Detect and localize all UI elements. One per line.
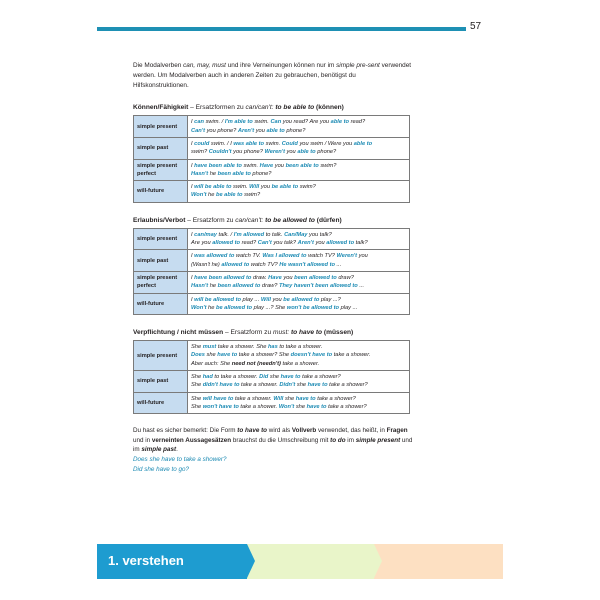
example-keyword: Can: [270, 119, 282, 126]
example-text: swim.: [231, 184, 250, 191]
example-text: talk. /: [216, 231, 234, 238]
example-text: you read?: [281, 119, 310, 126]
example-keyword: be allowed to: [283, 296, 320, 303]
example-text: you: [254, 127, 267, 134]
section-heading-part: – Ersatzform zu: [185, 216, 236, 224]
header-rule: [97, 27, 466, 31]
example-line: [191, 343, 406, 351]
example-text: talk?: [354, 240, 368, 247]
example-line: [191, 373, 406, 381]
footer-arrow: [374, 544, 382, 578]
example-keyword: will be able to: [194, 184, 232, 191]
example-keyword: have been able to: [194, 162, 242, 169]
example-text: ...: [334, 261, 342, 268]
example-text: swim. /: [203, 119, 225, 126]
example-line: [191, 231, 406, 239]
example-line: [191, 403, 406, 411]
footer-segment-2: [247, 544, 374, 579]
example-keyword: will have to: [202, 395, 234, 402]
example-keyword: able to: [297, 149, 316, 156]
example-text: (Wasn't he): [191, 261, 222, 268]
example-keyword: allowed to: [212, 240, 241, 247]
example-text: Were: [327, 140, 342, 147]
example-text: you phone?: [231, 149, 265, 156]
example-text: phone?: [250, 170, 272, 177]
example-text: take a shower.: [239, 382, 280, 389]
example-text: swim.: [241, 162, 260, 169]
summary-term: Vollverb: [291, 427, 317, 435]
example-keyword: have to: [306, 403, 327, 410]
section-heading-part: Erlaubnis/Verbot: [133, 216, 186, 224]
example-line: [191, 360, 406, 368]
section-heading-part: (dürfen): [314, 216, 342, 224]
example-keyword: Can't: [257, 240, 272, 247]
example-line: [191, 282, 406, 290]
tense-label: will-future: [134, 181, 188, 203]
section-heading-part: – Ersatzformen zu: [188, 104, 246, 112]
example-keyword: I'm able to: [224, 119, 253, 126]
summary-text: Du hast es sicher bemerkt: Die Form: [133, 427, 238, 435]
example-text: She: [191, 395, 203, 402]
example-line: [191, 239, 406, 247]
section-heading-part: – Ersatzform zu: [223, 329, 273, 337]
example-keyword: Will: [273, 395, 284, 402]
example-text: you: [281, 274, 295, 281]
example-keyword: able to: [266, 127, 285, 134]
example-text: Are: [191, 240, 200, 247]
example-keyword: had: [202, 374, 213, 381]
example-text: she: [204, 352, 218, 359]
section-heading: [133, 216, 413, 225]
example-keyword: doesn't have to: [290, 352, 333, 359]
section-heading-part: (müssen): [322, 329, 354, 337]
example-text: She: [191, 403, 203, 410]
example-keyword: was allowed to: [194, 253, 235, 260]
section-heading-part: Können/Fähigkeit: [133, 104, 189, 112]
example-cell: [188, 271, 410, 293]
example-cell: [188, 371, 410, 393]
example-keyword: must: [202, 344, 217, 351]
example-text: take a shower?: [315, 395, 356, 402]
example-line: [191, 395, 406, 403]
summary-text: brauchst du die Umschreibung mit: [231, 436, 331, 444]
intro-text: Die Modalverben: [133, 62, 184, 69]
example-text: I: [191, 253, 195, 260]
summary-text: verwendet, das heißt, in: [316, 427, 387, 435]
example-keyword: Can't: [191, 127, 205, 134]
section-heading-part: Verpflichtung / nicht müssen: [133, 329, 224, 337]
example-text: She: [191, 374, 203, 381]
example-text: draw?: [260, 283, 279, 290]
example-question: Did she have to go?: [133, 465, 190, 473]
example-keyword: have been allowed to: [194, 274, 252, 281]
summary-text: .: [176, 446, 178, 454]
example-text: you: [318, 119, 331, 126]
summary-paragraph: [133, 426, 413, 474]
example-text: Aber auch: She: [191, 360, 232, 367]
summary-text: und in: [133, 436, 152, 444]
example-question: Does she have to take a shower?: [133, 456, 227, 463]
example-keyword: Couldn't: [208, 149, 232, 156]
example-line: [191, 274, 406, 282]
footer-label: 1. verstehen: [108, 553, 184, 568]
grammar-table: [133, 228, 410, 315]
intro-tense: simple pre-: [336, 62, 368, 69]
example-keyword: been able to: [217, 170, 251, 177]
tense-label: simple present: [134, 116, 188, 138]
example-line: [191, 127, 406, 135]
example-keyword: will be allowed to: [194, 296, 241, 303]
example-keyword: Have: [259, 162, 274, 169]
section-heading: [133, 328, 413, 337]
example-keyword: Hasn't: [191, 170, 209, 177]
example-keyword: Will: [260, 296, 271, 303]
example-text: take a shower?: [327, 382, 368, 389]
example-text: play ...: [339, 304, 358, 311]
example-keyword: be able to: [215, 192, 243, 199]
sections-container: [133, 103, 413, 414]
section-heading-part: to be allowed to: [263, 216, 315, 224]
example-line: [191, 191, 406, 199]
tense-label: simple past: [134, 137, 188, 159]
example-text: take a shower. She: [216, 344, 268, 351]
example-text: I: [191, 162, 195, 169]
example-text: to take a shower.: [212, 374, 260, 381]
example-text: ...: [357, 283, 365, 290]
example-keyword: been allowed to: [294, 274, 337, 281]
example-keyword: Have: [268, 274, 282, 281]
section-heading-part: can/can't:: [235, 216, 264, 224]
example-keyword: need not (needn't): [231, 360, 281, 367]
table-row: [134, 116, 410, 138]
summary-text: und im: [133, 436, 413, 454]
grammar-table: [133, 340, 410, 414]
example-keyword: allowed to: [326, 240, 355, 247]
example-keyword: Won't: [278, 403, 295, 410]
example-text: you: [273, 162, 286, 169]
summary-term: simple present: [355, 436, 401, 444]
example-text: to talk.: [264, 231, 285, 238]
example-line: [191, 148, 406, 156]
summary-term: simple past: [141, 446, 177, 454]
page-number: 57: [470, 21, 482, 32]
example-keyword: be allowed to: [215, 304, 252, 311]
summary-text: im: [345, 436, 356, 444]
example-text: you talk?: [271, 240, 298, 247]
example-keyword: Hasn't: [191, 283, 209, 290]
example-cell: [188, 250, 410, 272]
section-heading: [133, 103, 413, 112]
example-keyword: have to: [280, 374, 301, 381]
example-keyword: can/may: [194, 231, 217, 238]
example-cell: [188, 341, 410, 371]
example-keyword: Does: [191, 352, 205, 359]
intro-tense: sent: [367, 62, 380, 69]
example-text: he: [206, 192, 216, 199]
example-keyword: could: [194, 140, 210, 147]
example-keyword: Won't: [191, 192, 207, 199]
example-keyword: won't be allowed to: [286, 304, 340, 311]
example-text: watch TV?: [249, 261, 280, 268]
table-row: [134, 228, 410, 250]
example-keyword: They haven't been allowed to: [278, 283, 358, 290]
table-row: [134, 341, 410, 371]
example-text: she: [294, 403, 307, 410]
example-keyword: was able to: [233, 140, 265, 147]
section-heading-part: can/can't:: [245, 104, 274, 112]
example-text: swim?: [242, 192, 261, 199]
tense-label: will-future: [134, 392, 188, 414]
example-keyword: able to: [330, 119, 349, 126]
example-text: draw?: [336, 274, 354, 281]
example-text: swim.: [264, 140, 282, 147]
tense-label: simple present: [134, 228, 188, 250]
example-keyword: allowed to: [221, 261, 250, 268]
example-text: watch TV.: [234, 253, 263, 260]
grammar-table: [133, 115, 410, 202]
example-keyword: have to: [307, 382, 328, 389]
intro-paragraph: [133, 61, 413, 90]
example-keyword: Won't: [191, 304, 207, 311]
example-text: you: [199, 240, 213, 247]
example-line: [191, 183, 406, 191]
example-text: she: [283, 395, 296, 402]
example-text: She: [191, 382, 203, 389]
example-keyword: Was I allowed to: [262, 253, 307, 260]
example-keyword: have to: [217, 352, 238, 359]
example-text: take a shower.: [238, 403, 279, 410]
example-text: swim.: [252, 119, 271, 126]
section-heading-part: to be able to: [273, 104, 315, 112]
example-text: watch TV?: [306, 253, 337, 260]
example-text: take a shower.: [280, 360, 320, 367]
example-text: play ...?: [319, 296, 341, 303]
example-text: you: [270, 296, 284, 303]
example-text: take a shower?: [326, 403, 367, 410]
intro-modal-verbs: can, may, must: [183, 62, 226, 69]
example-line: [191, 162, 406, 170]
example-keyword: Aren't: [237, 127, 255, 134]
summary-term: to have to: [237, 427, 268, 435]
example-text: take a shower.: [233, 395, 274, 402]
section-heading-part: must:: [272, 329, 290, 337]
example-text: Are: [309, 119, 319, 126]
example-cell: [188, 159, 410, 181]
example-keyword: Did: [259, 374, 269, 381]
tense-label: simple past: [134, 250, 188, 272]
tense-label: simple past: [134, 371, 188, 393]
table-row: [134, 250, 410, 272]
example-line: [191, 261, 406, 269]
example-text: you: [284, 149, 298, 156]
example-cell: [188, 228, 410, 250]
tense-label: simple present perfect: [134, 159, 188, 181]
example-cell: [188, 293, 410, 315]
example-text: you: [259, 184, 272, 191]
example-text: I: [191, 140, 195, 147]
example-line: [191, 351, 406, 359]
section-heading-part: (können): [314, 104, 344, 112]
summary-text: wird als: [267, 427, 292, 435]
example-keyword: has: [267, 344, 278, 351]
footer-progress-bar: [97, 544, 503, 579]
table-row: [134, 371, 410, 393]
example-text: take a shower.: [332, 352, 371, 359]
example-keyword: can: [194, 119, 204, 126]
table-row: [134, 137, 410, 159]
example-text: I: [191, 274, 195, 281]
example-text: phone?: [284, 127, 306, 134]
table-row: [134, 271, 410, 293]
example-text: swim?: [298, 184, 316, 191]
example-keyword: Can/May: [284, 231, 308, 238]
summary-term: Fragen: [386, 427, 408, 435]
example-text: swim. / I: [209, 140, 234, 147]
example-text: play ...: [240, 296, 261, 303]
tense-label: simple present: [134, 341, 188, 371]
example-text: she: [268, 374, 281, 381]
example-keyword: Weren't: [264, 149, 285, 156]
footer-arrow: [247, 544, 255, 578]
intro-text: verwendet werden. Um Modalverben auch in anderen Zeiten zu gebrauchen, benötigst du Hilfskonstruktionen.: [133, 62, 412, 89]
example-keyword: won't have to: [202, 403, 239, 410]
summary-term: to do: [330, 436, 346, 444]
tense-label: will-future: [134, 293, 188, 315]
example-cell: [188, 116, 410, 138]
main-content: [133, 61, 413, 474]
example-text: you swim /: [297, 140, 328, 147]
table-row: [134, 159, 410, 181]
example-text: read?: [349, 119, 366, 126]
table-row: [134, 392, 410, 414]
example-text: I: [191, 296, 195, 303]
example-line: [191, 381, 406, 389]
example-keyword: been able to: [285, 162, 319, 169]
example-text: I: [191, 184, 195, 191]
example-keyword: I'm allowed: [233, 231, 265, 238]
example-keyword: Could: [281, 140, 298, 147]
example-keyword: Didn't: [279, 382, 296, 389]
example-text: he: [208, 170, 218, 177]
example-text: you: [357, 253, 368, 260]
example-text: I: [191, 119, 195, 126]
example-keyword: be able to: [271, 184, 299, 191]
example-text: you: [341, 140, 354, 147]
example-text: you: [313, 240, 327, 247]
example-text: read?: [240, 240, 258, 247]
example-text: he: [206, 304, 216, 311]
example-text: he: [208, 283, 218, 290]
section-heading-part: to have to: [289, 329, 323, 337]
example-cell: [188, 137, 410, 159]
example-text: phone?: [315, 149, 337, 156]
example-line: [191, 304, 406, 312]
example-keyword: Weren't: [336, 253, 358, 260]
example-keyword: didn't have to: [202, 382, 240, 389]
example-text: she: [295, 382, 308, 389]
example-text: play ...? She: [252, 304, 287, 311]
example-line: [191, 118, 406, 126]
example-keyword: He wasn't allowed to: [279, 261, 335, 268]
summary-term: verneinten Aussagesätzen: [151, 436, 232, 444]
table-row: [134, 293, 410, 315]
example-text: you talk?: [307, 231, 332, 238]
example-line: [191, 170, 406, 178]
example-cell: [188, 392, 410, 414]
example-line: [191, 296, 406, 304]
example-keyword: Will: [249, 184, 260, 191]
example-line: [191, 252, 406, 260]
example-line: [191, 140, 406, 148]
example-text: to take a shower.: [277, 344, 323, 351]
example-text: swim?: [191, 149, 209, 156]
example-cell: [188, 181, 410, 203]
example-text: take a shower?: [300, 374, 341, 381]
table-row: [134, 181, 410, 203]
example-text: She: [191, 344, 203, 351]
example-text: swim?: [318, 162, 337, 169]
example-text: I: [191, 231, 195, 238]
example-keyword: Aren't: [297, 240, 314, 247]
footer-segment-3: [374, 544, 503, 579]
example-keyword: able to: [353, 140, 373, 147]
tense-label: simple present perfect: [134, 271, 188, 293]
example-text: draw.: [251, 274, 269, 281]
example-keyword: have to: [295, 395, 316, 402]
example-text: take a shower? She: [237, 352, 291, 359]
example-text: you phone?: [205, 127, 238, 134]
intro-text: und ihre Verneinungen können nur im: [225, 62, 337, 69]
example-keyword: been allowed to: [217, 283, 261, 290]
